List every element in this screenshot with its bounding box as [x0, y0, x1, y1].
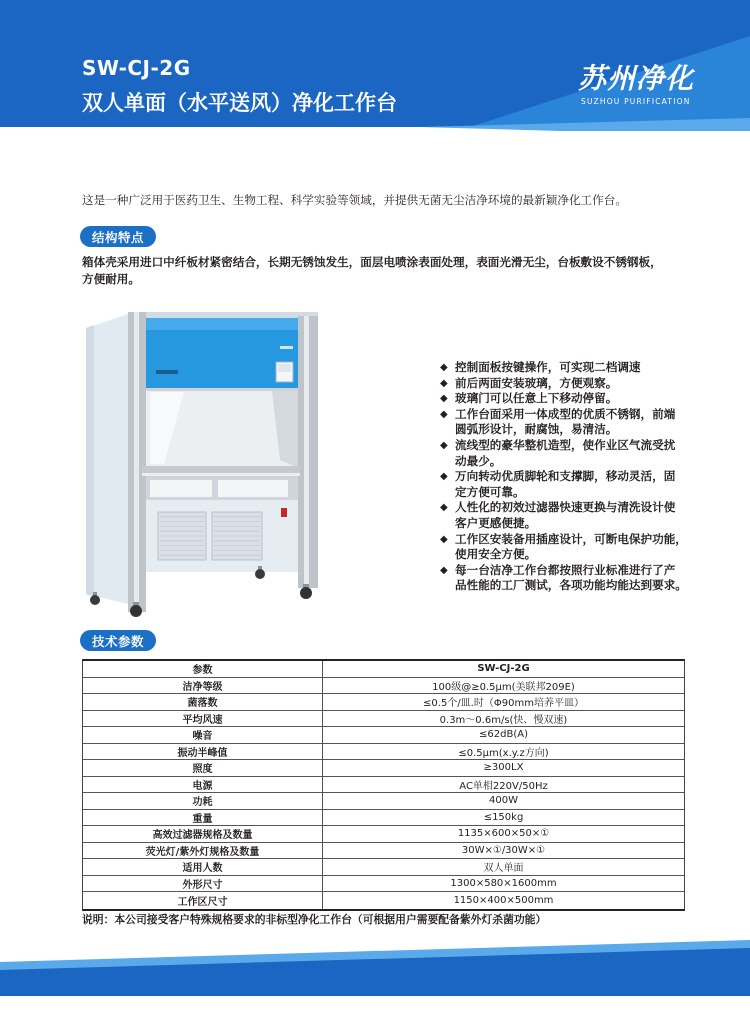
- spec-param: 适用人数: [83, 859, 323, 875]
- feature-item: [440, 391, 740, 407]
- castor-rear-left: [90, 595, 100, 605]
- table-row: [83, 876, 684, 893]
- feature-item: [440, 407, 740, 438]
- diamond-bullet-icon: ◆: [440, 439, 448, 451]
- table-header-param: 参数: [83, 661, 323, 677]
- castor-front-left: [130, 605, 142, 617]
- spec-value: ≥300LX: [483, 762, 524, 774]
- section-heading-specs: 技术参数: [80, 630, 156, 651]
- feature-text: 圆弧形设计，耐腐蚀，易清洁。: [455, 422, 618, 437]
- spec-value: ≤0.5个/皿.时（Φ90mm培养平皿）: [423, 698, 584, 710]
- intro-text: 这是一种广泛用于医药卫生、生物工程、科学实验等领域，并提供无菌无尘洁净环境的最新颖净化工作台。: [82, 193, 627, 207]
- spec-param: 电源: [83, 777, 323, 793]
- feature-text: 使用安全方便。: [455, 547, 537, 562]
- diamond-bullet-icon: ◆: [440, 533, 448, 545]
- table-header-value: SW-CJ-2G: [477, 663, 530, 675]
- spec-param: 噪音: [83, 727, 323, 743]
- diamond-bullet-icon: ◆: [440, 564, 448, 576]
- feature-item: [440, 469, 740, 500]
- table-row: [83, 810, 684, 827]
- spec-param: 重量: [83, 810, 323, 826]
- section-heading-structure: 结构特点: [80, 226, 156, 247]
- feature-list: [440, 360, 740, 594]
- footnote: 说明：本公司接受客户特殊规格要求的非标型净化工作台（可根据用户需要配备紫外灯杀菌功能）: [82, 913, 547, 926]
- power-switch: [281, 508, 287, 517]
- spec-param: 工作区尺寸: [83, 892, 323, 909]
- feature-text: 工作区安装备用插座设计，可断电保护功能，: [455, 531, 687, 546]
- feature-text: 前后两面安装玻璃，方便观察。: [455, 375, 618, 390]
- table-row: [83, 678, 684, 695]
- spec-param: 功耗: [83, 793, 323, 809]
- spec-param: 平均风速: [83, 711, 323, 727]
- work-area-lamp-strip: [146, 388, 298, 391]
- product-photo: [84, 308, 324, 620]
- model-number: SW-CJ-2G: [82, 56, 191, 80]
- structure-line: 方便耐用。: [82, 272, 140, 286]
- spec-param: 高效过滤器规格及数量: [83, 826, 323, 842]
- work-surface-front-lip: [142, 473, 300, 476]
- panel-label-mark: [156, 370, 178, 374]
- spec-param: 荧光灯/紫外灯规格及数量: [83, 843, 323, 859]
- table-row: [83, 694, 684, 711]
- feature-item: [440, 532, 740, 563]
- cabinet-side-shade: [86, 325, 94, 597]
- footer-banner: [0, 940, 750, 1000]
- table-row: [83, 744, 684, 761]
- brand-logo-cn: 苏州净化: [578, 62, 695, 95]
- brand-logo-en: SUZHOU PURIFICATION: [581, 97, 691, 106]
- feature-text: 每一台洁净工作台都按照行业标准进行了产: [455, 562, 676, 577]
- spec-value: 400W: [489, 795, 518, 807]
- right-pillar-highlight: [304, 316, 309, 588]
- spec-value: 30W×①/30W×①: [461, 844, 546, 856]
- diamond-bullet-icon: ◆: [440, 362, 448, 373]
- diamond-bullet-icon: ◆: [440, 502, 448, 514]
- table-row: [83, 843, 684, 860]
- spec-param: 菌落数: [83, 694, 323, 710]
- castor-rear-right: [255, 569, 265, 579]
- feature-item: [440, 376, 740, 392]
- table-row: [83, 826, 684, 843]
- feature-text: 控制面板按键操作，可实现二档调速: [455, 360, 641, 374]
- spec-value: 双人单面: [483, 863, 524, 875]
- spec-value: 1135×600×50×①: [457, 828, 550, 840]
- spec-param: 振动半峰值: [83, 744, 323, 760]
- spec-param: 外形尺寸: [83, 876, 323, 892]
- spec-param: 洁净等级: [83, 678, 323, 694]
- castor-front-right: [300, 587, 312, 599]
- spec-value: ≤150kg: [483, 811, 524, 823]
- table-row: [83, 793, 684, 810]
- feature-item: [440, 360, 740, 376]
- table-header-row: [83, 661, 684, 678]
- table-row: [83, 711, 684, 728]
- spec-value: AC单相220V/50Hz: [459, 780, 548, 792]
- spec-value: 0.3m～0.6m/s(快、慢双速): [439, 714, 568, 726]
- panel-brand-mark: [280, 346, 293, 349]
- feature-text: 品性能的工厂测试，各项功能均能达到要求。: [455, 578, 687, 593]
- feature-item: [440, 563, 740, 594]
- feature-item: [440, 500, 740, 531]
- spec-value: 1150×400×500mm: [453, 894, 554, 906]
- table-row: [83, 777, 684, 794]
- control-panel-top-light: [146, 318, 298, 330]
- spec-param: 照度: [83, 760, 323, 776]
- feature-text: 工作台面采用一体成型的优质不锈钢，前端: [455, 406, 676, 421]
- diamond-bullet-icon: ◆: [440, 471, 448, 483]
- feature-text: 动最少。: [455, 453, 502, 468]
- feature-text: 客户更感便捷。: [455, 515, 537, 530]
- feature-item: [440, 438, 740, 469]
- shelf-opening-right: [218, 480, 288, 497]
- spec-value: ≤62dB(A): [479, 729, 528, 741]
- shelf-opening-left: [150, 480, 212, 497]
- table-row: [83, 760, 684, 777]
- feature-text: 万向转动优质脚轮和支撑脚，移动灵活，固: [455, 469, 676, 484]
- feature-text: 玻璃门可以任意上下移动停留。: [455, 391, 618, 406]
- table-row: [83, 859, 684, 876]
- table-row: [83, 892, 684, 909]
- structure-line: 箱体壳采用进口中纤板材紧密结合，长期无锈蚀发生，面层电喷涂表面处理，表面光滑无尘，台板敷设不锈钢板，: [82, 255, 662, 269]
- display-screen-window: [278, 364, 291, 372]
- table-row: [83, 727, 684, 744]
- feature-text: 人性化的初效过滤器快速更换与清洗设计使: [455, 500, 676, 515]
- page-title: 双人单面（水平送风）净化工作台: [82, 91, 397, 115]
- feature-text: 定方便可靠。: [455, 484, 525, 499]
- spec-value: 100级@≥0.5μm(美联邦209E): [432, 681, 575, 693]
- structure-description: [82, 254, 662, 288]
- left-pillar-highlight: [134, 312, 139, 612]
- diamond-bullet-icon: ◆: [440, 408, 448, 420]
- spec-value: 1300×580×1600mm: [450, 877, 557, 889]
- spec-value: ≤0.5μm(x.y.z方向): [458, 747, 549, 759]
- diamond-bullet-icon: ◆: [440, 393, 448, 405]
- spec-table: [82, 659, 685, 911]
- feature-text: 流线型的豪华整机造型，使作业区气流受扰: [455, 437, 676, 452]
- diamond-bullet-icon: ◆: [440, 377, 448, 389]
